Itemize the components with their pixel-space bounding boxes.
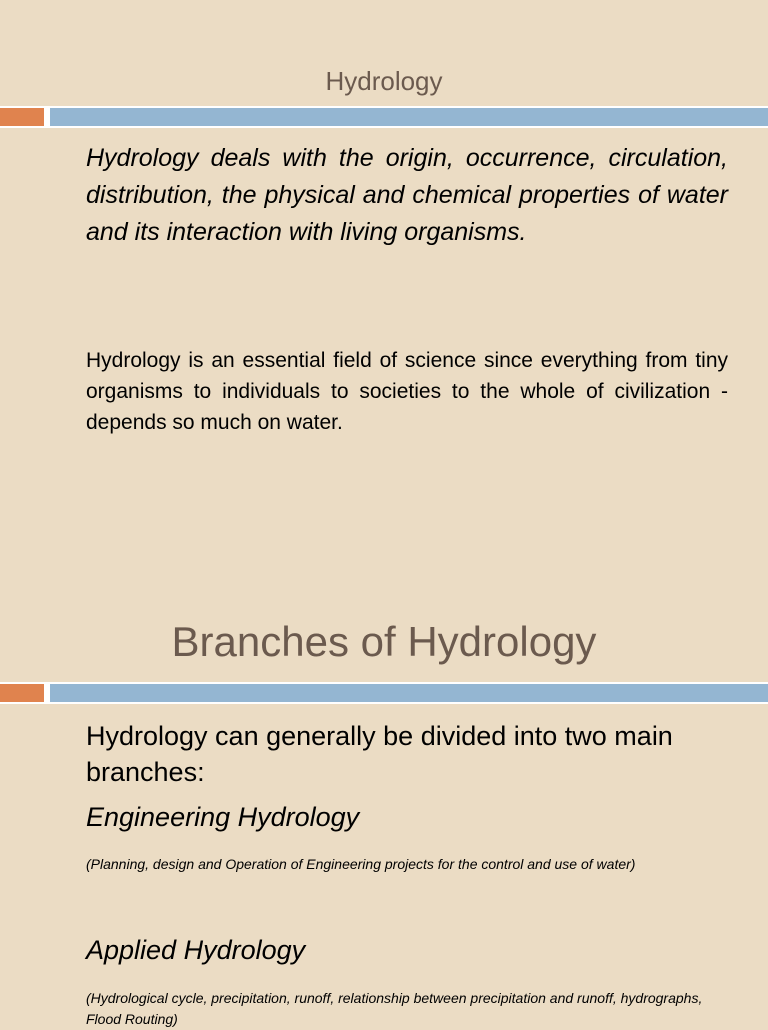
slide-title: Hydrology	[325, 66, 443, 96]
branch-heading-applied: Applied Hydrology	[86, 935, 306, 965]
branch-heading-engineering: Engineering Hydrology	[86, 802, 360, 832]
divider-accent-blue	[50, 108, 768, 126]
branch-note-engineering: (Planning, design and Operation of Engineering projects for the control and use of water)	[86, 856, 636, 872]
divider-accent-orange	[0, 684, 44, 702]
branches-intro: Hydrology can generally be divided into two main branches:	[86, 721, 673, 787]
definition-paragraph: Hydrology deals with the origin, occurrence, circulation, distribution, the physical and chemical properties of water and its interaction with living organisms.	[86, 144, 728, 246]
divider-accent-orange	[0, 108, 44, 126]
slide-branches	[0, 540, 768, 1027]
title-divider	[0, 106, 768, 128]
branch-note-applied: (Hydrological cycle, precipitation, runoff, relationship between precipitation and runoff, hydrographs, Flood Routing)	[86, 990, 703, 1027]
title-divider	[0, 682, 768, 704]
divider-accent-blue	[50, 684, 768, 702]
importance-paragraph: Hydrology is an essential field of science since everything from tiny organisms to individuals to societies to the whole of civilization - depends so much on water.	[86, 349, 728, 434]
slide-title: Branches of Hydrology	[171, 618, 597, 665]
